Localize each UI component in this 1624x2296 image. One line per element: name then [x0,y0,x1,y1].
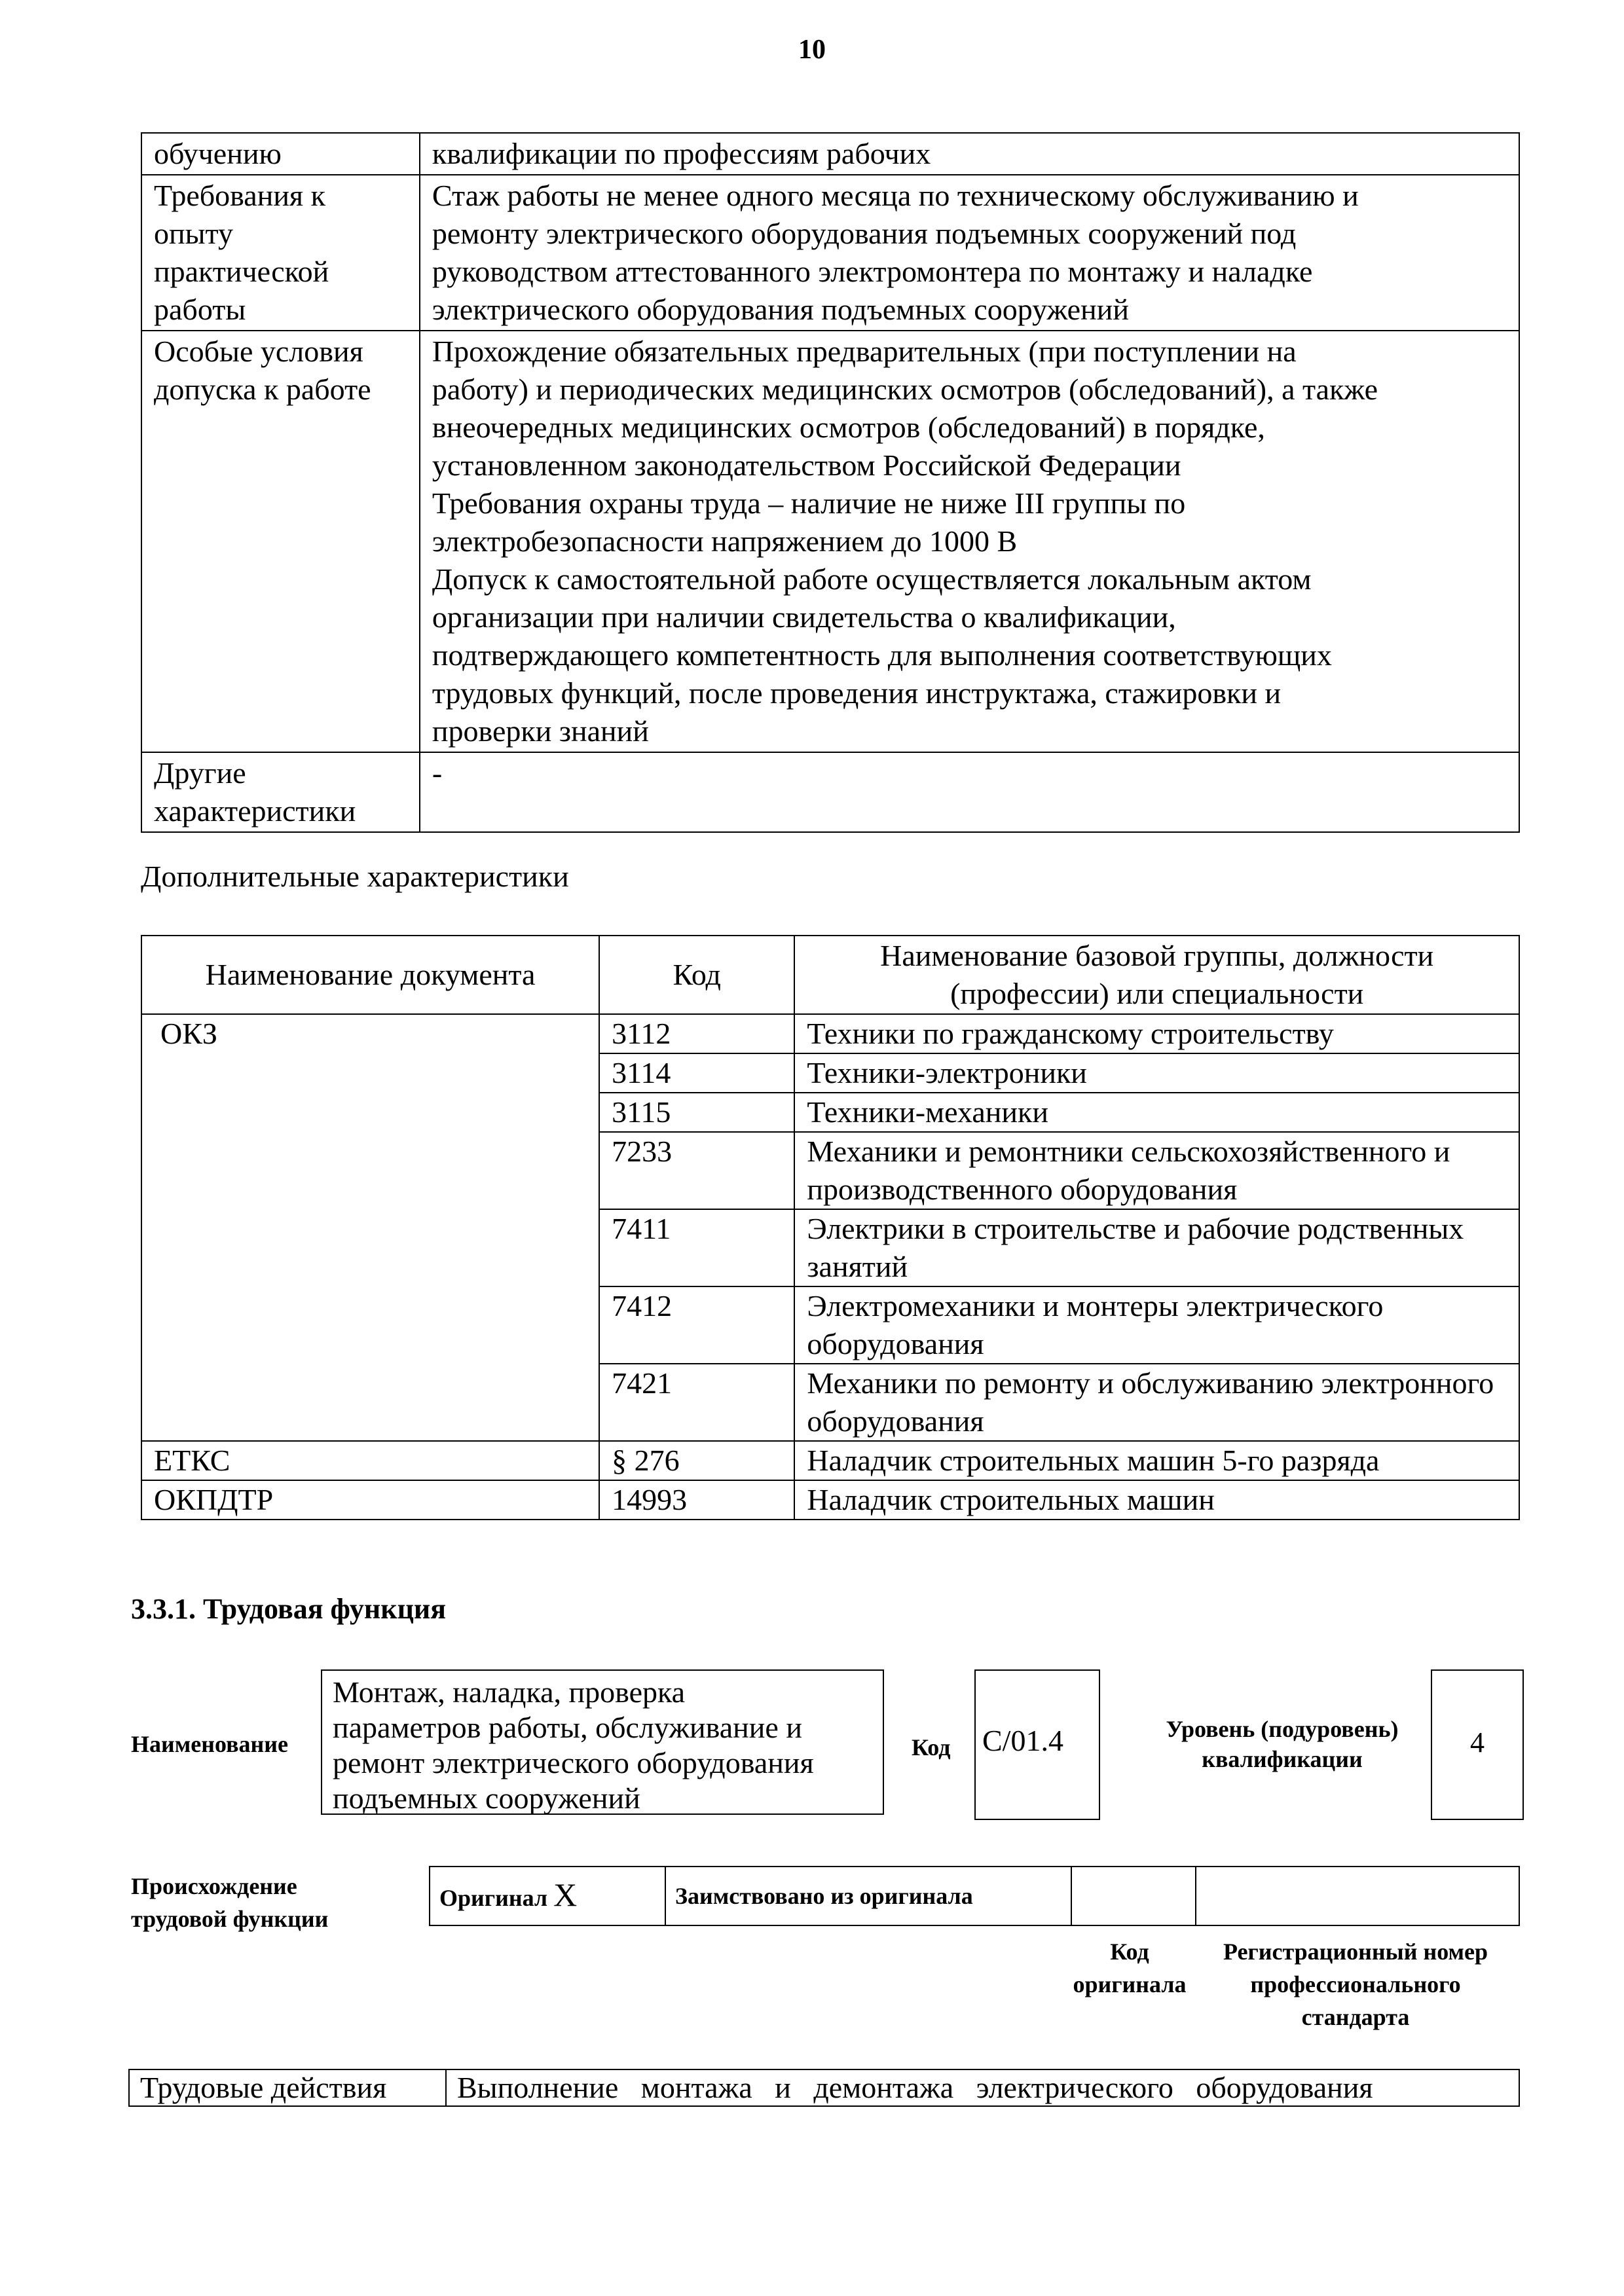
table-row [141,133,1519,175]
name-cell: Механики и ремонтники сельскохозяйственного и производственного оборудования [794,1132,1519,1209]
reg-number-caption: Регистрационный номер профессионального стандарта [1223,1939,1488,2030]
name-label: Наименование [131,1731,288,1757]
code-cell: 3114 [599,1053,794,1093]
code-label: Код [912,1734,951,1760]
name-cell: Техники-механики [794,1093,1519,1132]
table-row [141,1014,1519,1053]
code-cell: 3115 [599,1093,794,1132]
table-row [141,331,1519,752]
row-value: - [420,752,1519,832]
table-row [141,1480,1519,1520]
doc-cell: ОКЗ [141,1014,599,1441]
origin-table [429,1866,1520,1926]
row-label: Особые условия допуска к работе [141,331,420,752]
labor-function-heading: 3.3.1. Трудовая функция [131,1593,447,1625]
additional-characteristics-table [141,935,1520,1520]
row-value: Прохождение обязательных предварительных (при поступлении на работу) и периодических медицинских осмотров (обследований), а также внеочередных медицинских осмотров (обследований) в порядке, установленном законодательством Российской Федерации Требования охраны труда – наличие не ниже III группы по электробезопасности напряжением до 1000 В Допуск к самостоятельной работе осуществляется локальным актом организации при наличии свидетельства о квалификации, подтверждающего компетентность для выполнения соответствующих трудовых функций, после проведения инструктажа, стажировки и проверки знаний [420,331,1519,752]
code-cell: 14993 [599,1480,794,1520]
code-cell: § 276 [599,1441,794,1480]
level-label: Уровень (подуровень) квалификации [1166,1716,1399,1772]
row-label: Требования к опыту практической работы [141,175,420,331]
original-cell: Оригинал X [430,1867,665,1925]
name-cell: Наладчик строительных машин 5-го разряда [794,1441,1519,1480]
code-value-box: C/01.4 [974,1669,1100,1820]
code-cell: 7412 [599,1286,794,1364]
labor-actions-table [128,2069,1520,2107]
name-cell: Электрики в строительстве и рабочие родственных занятий [794,1209,1519,1286]
code-cell: 3112 [599,1014,794,1053]
row-label: обучению [141,133,420,175]
header-name: Наименование базовой группы, должности (профессии) или специальности [794,936,1519,1014]
name-cell: Механики по ремонту и обслуживанию электронного оборудования [794,1364,1519,1441]
doc-cell: ЕТКС [141,1441,599,1480]
table-row [430,1867,1519,1925]
reg-number-cell [1196,1867,1519,1925]
doc-cell: ОКПДТР [141,1480,599,1520]
name-cell: Техники по гражданскому строительству [794,1014,1519,1053]
code-original-caption: Код оригинала [1073,1939,1187,1997]
row-label: Другие характеристики [141,752,420,832]
table-row [141,1441,1519,1480]
header-doc: Наименование документа [141,936,599,1014]
table-header-row [141,936,1519,1014]
actions-label: Трудовые действия [129,2069,446,2106]
row-value: квалификации по профессиям рабочих [420,133,1519,175]
section-title: Дополнительные характеристики [141,860,569,893]
name-cell: Наладчик строительных машин [794,1480,1519,1520]
original-mark: X [553,1876,578,1913]
function-name-box: Монтаж, наладка, проверка параметров работы, обслуживание и ремонт электрического оборудования подъемных сооружений [321,1669,884,1815]
level-value-box: 4 [1431,1669,1524,1820]
code-cell: 7233 [599,1132,794,1209]
code-original-cell [1071,1867,1196,1925]
requirements-table [141,132,1520,833]
table-row [129,2069,1519,2106]
name-cell: Техники-электроники [794,1053,1519,1093]
code-cell: 7411 [599,1209,794,1286]
name-cell: Электромеханики и монтеры электрического оборудования [794,1286,1519,1364]
origin-label: Происхождение трудовой функции [131,1873,329,1932]
table-row [141,752,1519,832]
borrowed-cell: Заимствовано из оригинала [665,1867,1071,1925]
page-number: 10 [798,35,826,65]
code-cell: 7421 [599,1364,794,1441]
header-code: Код [599,936,794,1014]
row-value: Стаж работы не менее одного месяца по техническому обслуживанию и ремонту электрического оборудования подъемных сооружений под руководством аттестованного электромонтера по монтажу и наладке электрического оборудования подъемных сооружений [420,175,1519,331]
actions-text: Выполнение монтажа и демонтажа электрического оборудования [446,2069,1519,2106]
table-row [141,175,1519,331]
